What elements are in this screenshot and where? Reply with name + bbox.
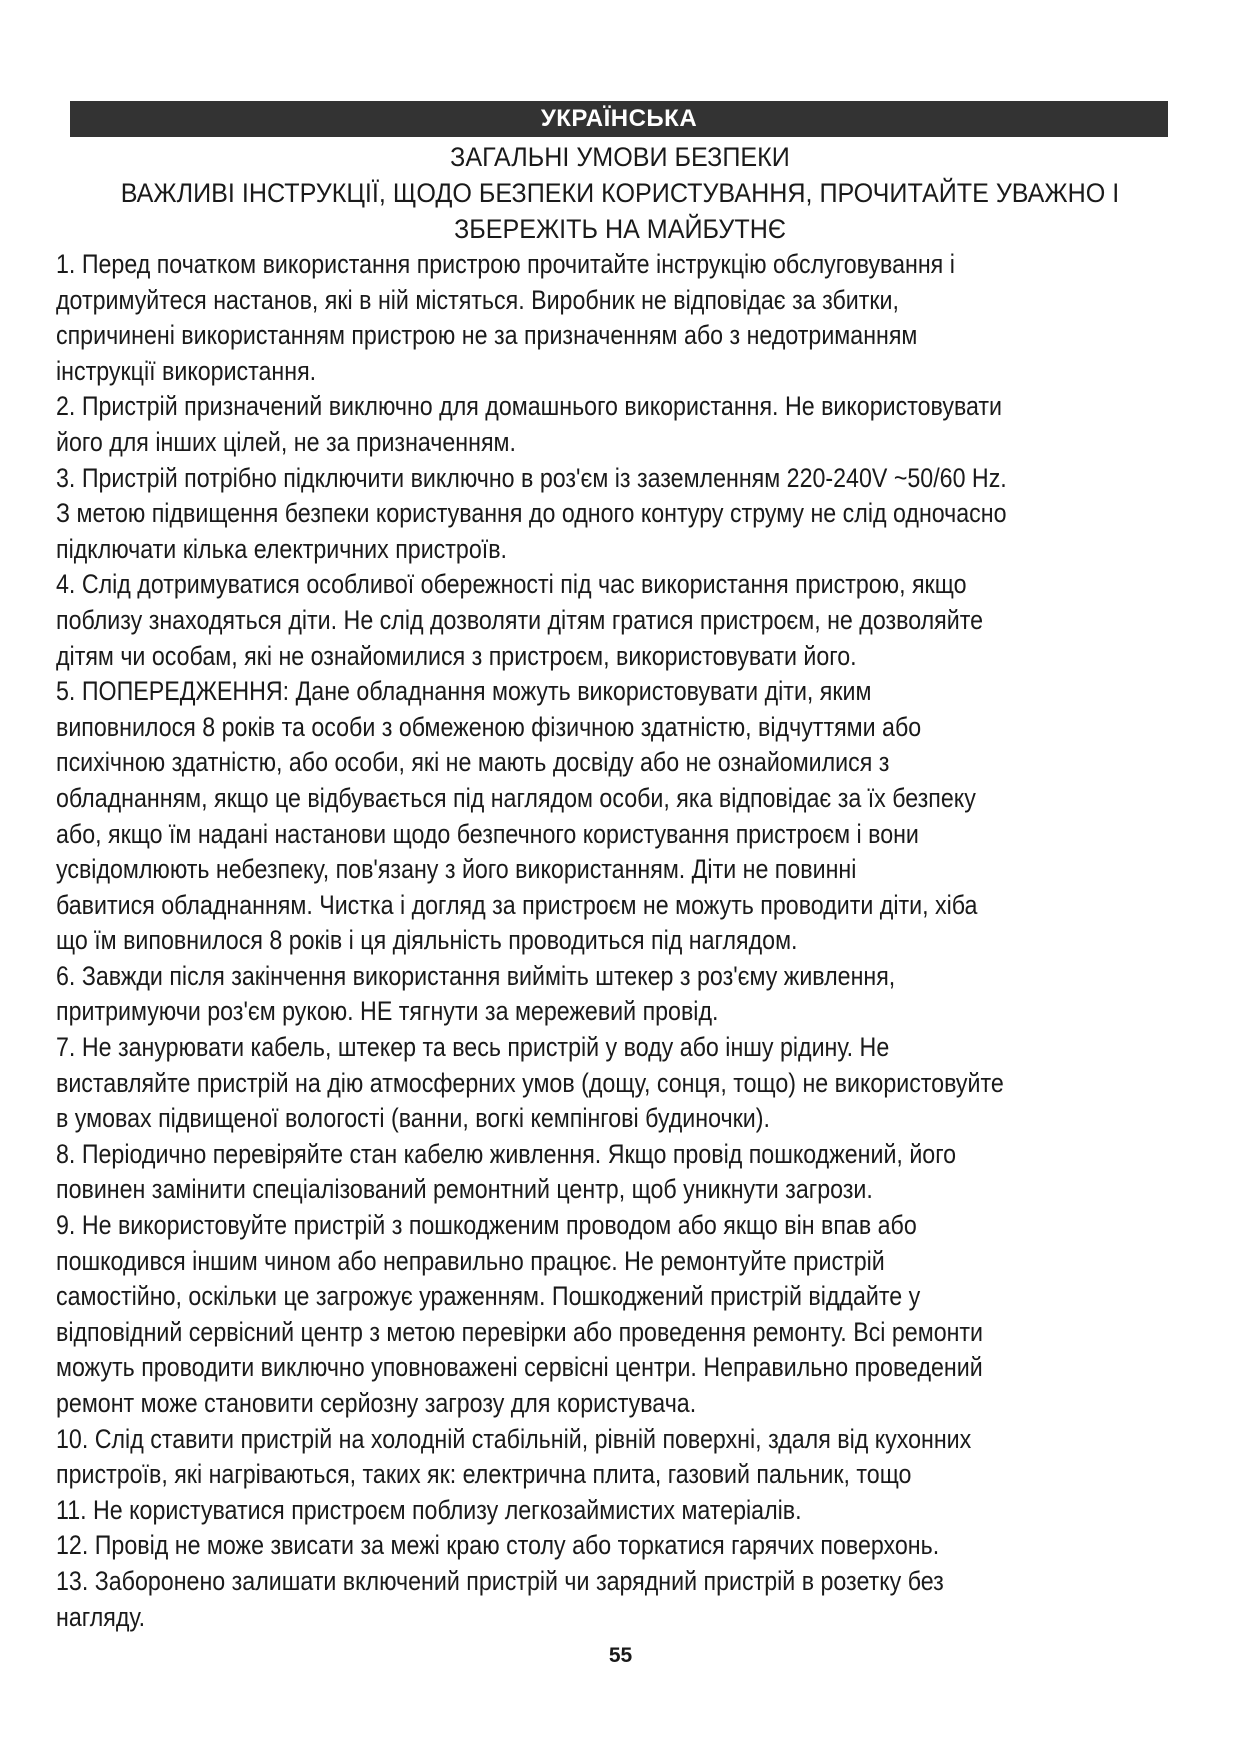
instruction-item xyxy=(56,567,1071,674)
instruction-item xyxy=(56,674,1071,959)
instruction-line: 9. Не використовуйте пристрій з пошкодженим проводом або якщо він впав або xyxy=(56,1210,917,1241)
instruction-line: 10. Слід ставити пристрій на холодній стабільній, рівній поверхні, здаля від кухонних xyxy=(56,1423,972,1454)
instruction-line: інструкції використання. xyxy=(56,355,317,386)
language-header-bar: УКРАЇНСЬКА xyxy=(70,101,1168,137)
instruction-item xyxy=(56,1422,1071,1493)
instruction-line: обладнанням, якщо це відбувається під наглядом особи, яка відповідає за їх безпеку xyxy=(56,782,976,813)
heading-title: ЗАГАЛЬНІ УМОВИ БЕЗПЕКИ xyxy=(450,142,790,172)
instruction-item xyxy=(56,1493,1071,1529)
instruction-line: З метою підвищення безпеки користування до одного контуру струму не слід одночасно xyxy=(56,498,1007,529)
instruction-item xyxy=(56,959,1071,1030)
instruction-item xyxy=(56,1030,1071,1137)
instruction-line: спричинені використанням пристрою не за призначенням або з недотриманням xyxy=(56,320,918,351)
instruction-line: 7. Не занурювати кабель, штекер та весь пристрій у воду або іншу рідину. Не xyxy=(56,1032,890,1063)
instruction-line: 13. Заборонено залишати включений пристрій чи зарядний пристрій в розетку без xyxy=(56,1565,944,1596)
instruction-line: 2. Пристрій призначений виключно для домашнього використання. Не використовувати xyxy=(56,391,1003,422)
instruction-item xyxy=(56,1564,1071,1635)
instruction-line: пошкодився іншим чином або неправильно працює. Не ремонтуйте пристрій xyxy=(56,1245,885,1276)
instruction-line: виповнилося 8 років та особи з обмеженою фізичною здатністю, відчуттями або xyxy=(56,711,922,742)
instruction-item xyxy=(56,389,1071,460)
instruction-line: або, якщо їм надані настанови щодо безпечного користування пристроєм і вони xyxy=(56,818,919,849)
safety-heading xyxy=(81,139,1160,247)
heading-subtitle-line-1: ВАЖЛИВІ ІНСТРУКЦІЇ, ЩОДО БЕЗПЕКИ КОРИСТУВАННЯ, ПРОЧИТАЙТЕ УВАЖНО І xyxy=(120,178,1120,208)
instruction-item xyxy=(56,1208,1071,1422)
instruction-item xyxy=(56,461,1071,568)
instruction-line: повинен замінити спеціалізований ремонтний центр, щоб уникнути загрози. xyxy=(56,1174,873,1205)
instruction-line: 6. Завжди після закінчення використання вийміть штекер з роз'єму живлення, xyxy=(56,960,896,991)
safety-instructions-list xyxy=(56,247,1071,1635)
instruction-line: 8. Періодично перевіряйте стан кабелю живлення. Якщо провід пошкоджений, його xyxy=(56,1138,957,1169)
instruction-line: 5. ПОПЕРЕДЖЕННЯ: Дане обладнання можуть використовувати діти, яким xyxy=(56,676,872,707)
page-number: 55 xyxy=(608,1644,633,1667)
instruction-line: 12. Провід не може звисати за межі краю столу або торкатися гарячих поверхонь. xyxy=(56,1530,940,1561)
instruction-line: дітям чи особам, які не ознайомилися з пристроєм, використовувати його. xyxy=(56,640,857,671)
instruction-line: в умовах підвищеної вологості (ванни, вогкі кемпінгові будиночки). xyxy=(56,1103,770,1134)
instruction-line: 1. Перед початком використання пристрою прочитайте інструкцію обслуговування і xyxy=(56,249,955,279)
instruction-line: бавитися обладнанням. Чистка і догляд за пристроєм не можуть проводити діти, хіба xyxy=(56,889,978,920)
instruction-line: що їм виповнилося 8 років і ця діяльність проводиться під наглядом. xyxy=(56,925,798,956)
instruction-line: підключати кілька електричних пристроїв. xyxy=(56,533,507,564)
instruction-line: 4. Слід дотримуватися особливої обережності під час використання пристрою, якщо xyxy=(56,569,967,600)
instruction-line: притримуючи роз'єм рукою. НЕ тягнути за мережевий провід. xyxy=(56,996,719,1027)
heading-subtitle-line-2: ЗБЕРЕЖІТЬ НА МАЙБУТНЄ xyxy=(454,214,786,244)
instruction-item xyxy=(56,1137,1071,1208)
instruction-line: ремонт може становити серйозну загрозу для користувача. xyxy=(56,1388,697,1418)
instruction-line: відповідний сервісний центр з метою перевірки або проведення ремонту. Всі ремонти xyxy=(56,1316,984,1347)
instruction-line: 11. Не користуватися пристроєм поблизу легкозаймистих матеріалів. xyxy=(56,1494,802,1525)
instruction-line: психічною здатністю, або особи, які не мають досвіду або не ознайомилися з xyxy=(56,747,890,778)
instruction-item xyxy=(56,1528,1071,1564)
instruction-line: нагляду. xyxy=(56,1601,146,1632)
instruction-item xyxy=(56,247,1071,389)
instruction-line: його для інших цілей, не за призначенням. xyxy=(56,426,516,457)
instruction-line: виставляйте пристрій на дію атмосферних умов (дощу, сонця, тощо) не використовуйте xyxy=(56,1067,1004,1098)
instruction-line: дотримуйтеся настанов, які в ній містяться. Виробник не відповідає за збитки, xyxy=(56,284,899,315)
instruction-line: самостійно, оскільки це загрожує ураженням. Пошкоджений пристрій віддайте у xyxy=(56,1281,921,1312)
instruction-line: 3. Пристрій потрібно підключити виключно в роз'єм із заземленням 220-240V ~50/60 Hz. xyxy=(56,462,1007,493)
instruction-line: можуть проводити виключно уповноважені сервісні центри. Неправильно проведений xyxy=(56,1352,983,1383)
instruction-line: усвідомлюють небезпеку, пов'язану з його використанням. Діти не повинні xyxy=(56,854,857,885)
instruction-line: пристроїв, які нагріваються, таких як: електрична плита, газовий пальник, тощо xyxy=(56,1459,912,1490)
instruction-line: поблизу знаходяться діти. Не слід дозволяти дітям гратися пристроєм, не дозволяйте xyxy=(56,604,984,635)
